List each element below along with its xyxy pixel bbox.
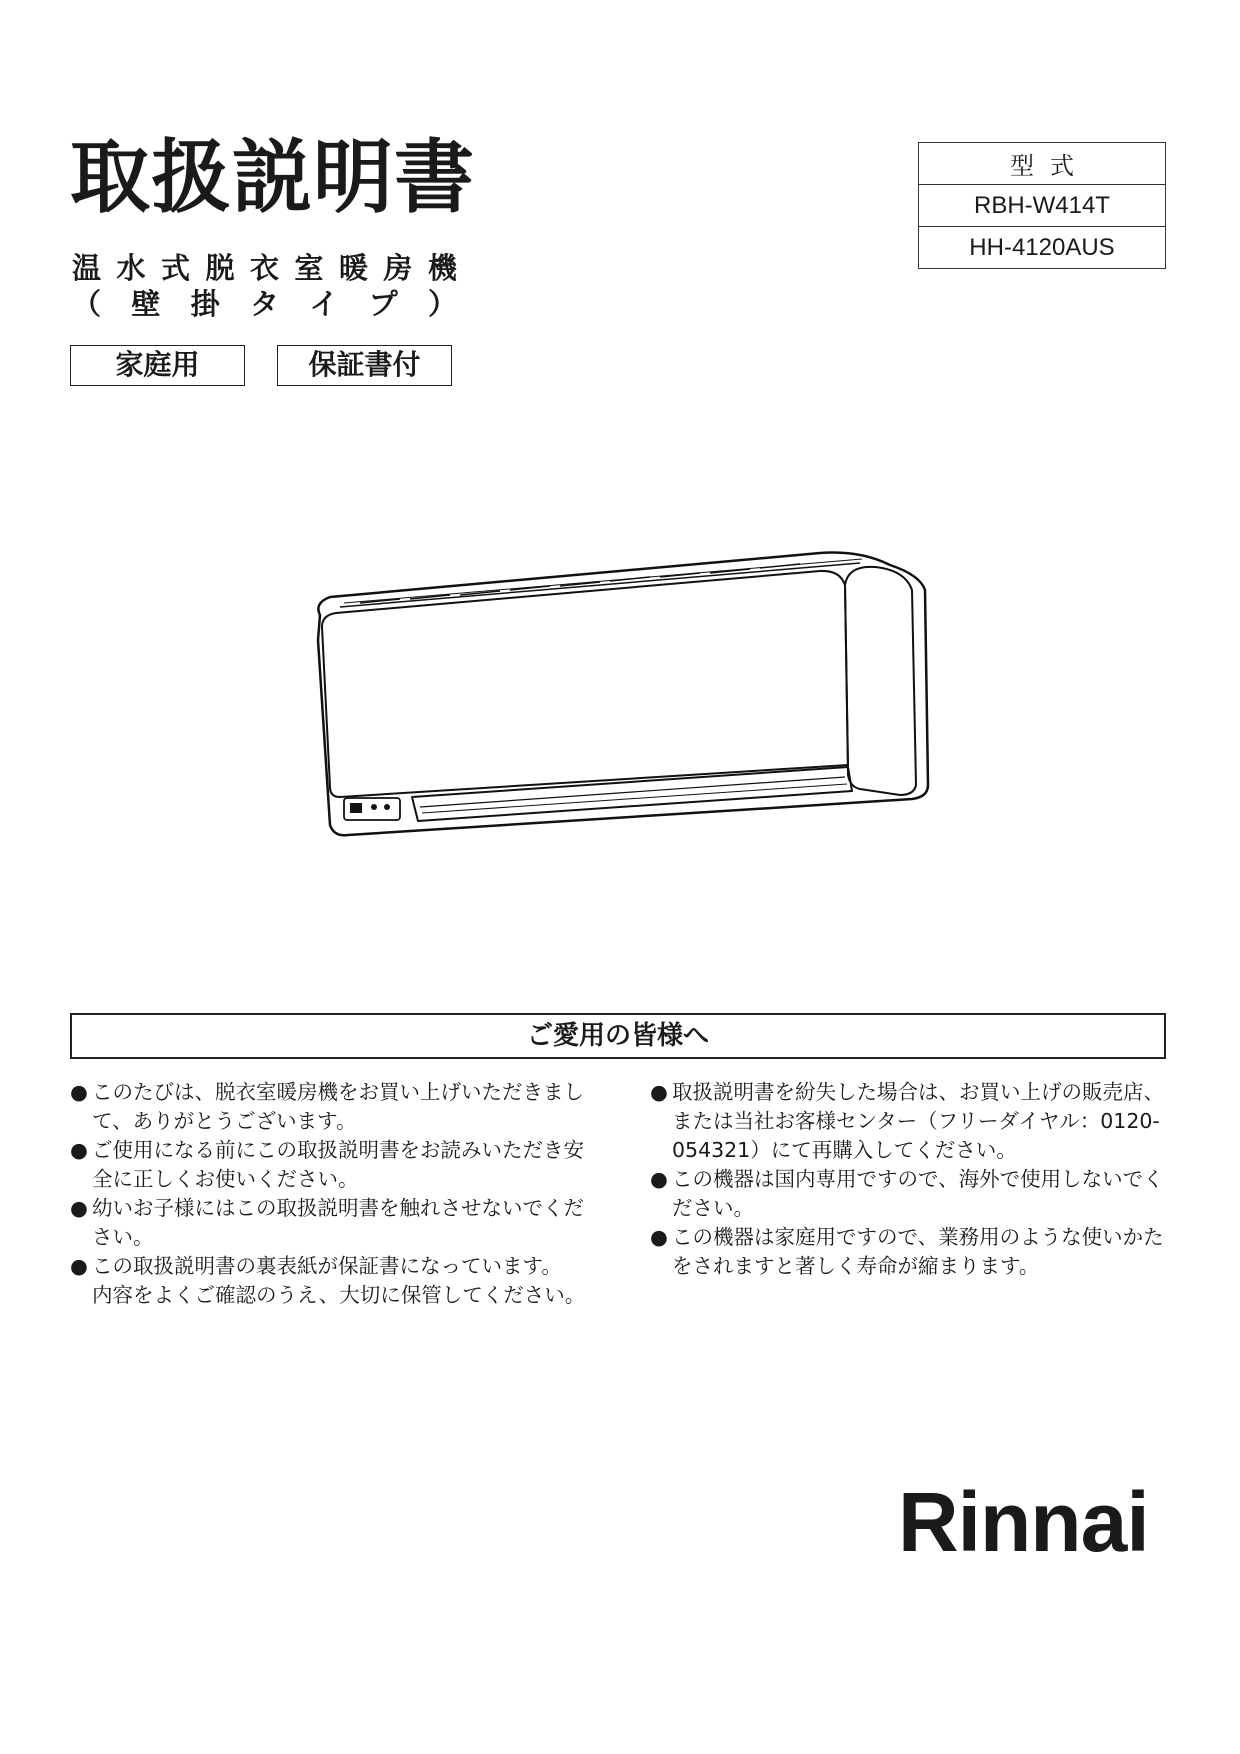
bullet-icon: ● [650,1080,668,1104]
document-title: 取扱説明書 [70,131,475,224]
notice-line: 内容をよくご確認のうえ、大切に保管してください。 [92,1283,586,1307]
notice-line: この機器は家庭用ですので、業務用のような使いかた [672,1225,1164,1249]
subtitle-char: プ [368,287,398,321]
notice-line: をされますと著しく寿命が縮まります。 [672,1254,1040,1278]
subtitle-char: 脱 [205,251,235,285]
model-number-table [918,142,1166,269]
notice-line: 取扱説明書を紛失した場合は、お買い上げの販売店、 [672,1080,1164,1104]
notice-item [70,1252,590,1310]
subtitle-char: 室 [294,251,324,285]
subtitle-char: 水 [116,251,146,285]
notice-line: さい。 [92,1225,154,1249]
notice-heading: ご愛用の皆様へ [70,1013,1166,1059]
bullet-icon: ● [70,1080,88,1104]
notice-item [650,1165,1170,1223]
notice-line: この取扱説明書の裏表紙が保証書になっています。 [92,1254,562,1278]
warranty-included-tag: 保証書付 [277,345,452,386]
subtitle-char: 壁 [131,287,161,321]
notice-item [70,1136,590,1194]
notice-list-right [650,1078,1170,1281]
notice-line: この機器は国内専用ですので、海外で使用しないでく [672,1167,1164,1191]
subtitle-line-2 [72,286,457,322]
notice-line: または当社お客様センター（フリーダイヤル：0120- [672,1109,1160,1133]
notice-item [70,1078,590,1136]
notice-line: て、ありがとうございます。 [92,1109,357,1133]
household-use-tag: 家庭用 [70,345,245,386]
bullet-icon: ● [70,1196,88,1220]
notice-line: このたびは、脱衣室暖房機をお買い上げいただきまし [92,1080,584,1104]
subtitle-char: 式 [160,251,190,285]
notice-line: 全に正しくお使いください。 [92,1167,359,1191]
model-number: HH-4120AUS [919,227,1166,269]
subtitle-char: タ [249,287,279,321]
model-table-header: 型式 [919,143,1166,185]
subtitle-char: 機 [427,251,457,285]
heater-unit-illustration [300,545,940,850]
notice-line: 054321）にて再購入してください。 [672,1138,1017,1162]
subtitle-char: 掛 [190,287,220,321]
notice-line: ださい。 [672,1196,754,1220]
subtitle-char: イ [309,287,339,321]
notice-item [650,1223,1170,1281]
bullet-icon: ● [70,1254,88,1278]
subtitle-line-1 [72,250,457,286]
rinnai-logo: Rinnai [898,1475,1149,1569]
notice-line: 幼いお子様にはこの取扱説明書を触れさせないでくだ [92,1196,584,1220]
notice-line: ご使用になる前にこの取扱説明書をお読みいただき安 [92,1138,584,1162]
subtitle-char: 衣 [249,251,279,285]
notice-item [70,1194,590,1252]
subtitle-char: 房 [383,251,413,285]
product-subtitle [72,250,457,322]
subtitle-char: 暖 [338,251,368,285]
notice-item [650,1078,1170,1165]
notice-list-left [70,1078,590,1310]
bullet-icon: ● [650,1167,668,1191]
subtitle-char: ） [427,287,457,321]
bullet-icon: ● [650,1225,668,1249]
subtitle-char: 温 [72,251,102,285]
subtitle-char: （ [72,287,102,321]
bullet-icon: ● [70,1138,88,1162]
model-number: RBH-W414T [919,185,1166,227]
